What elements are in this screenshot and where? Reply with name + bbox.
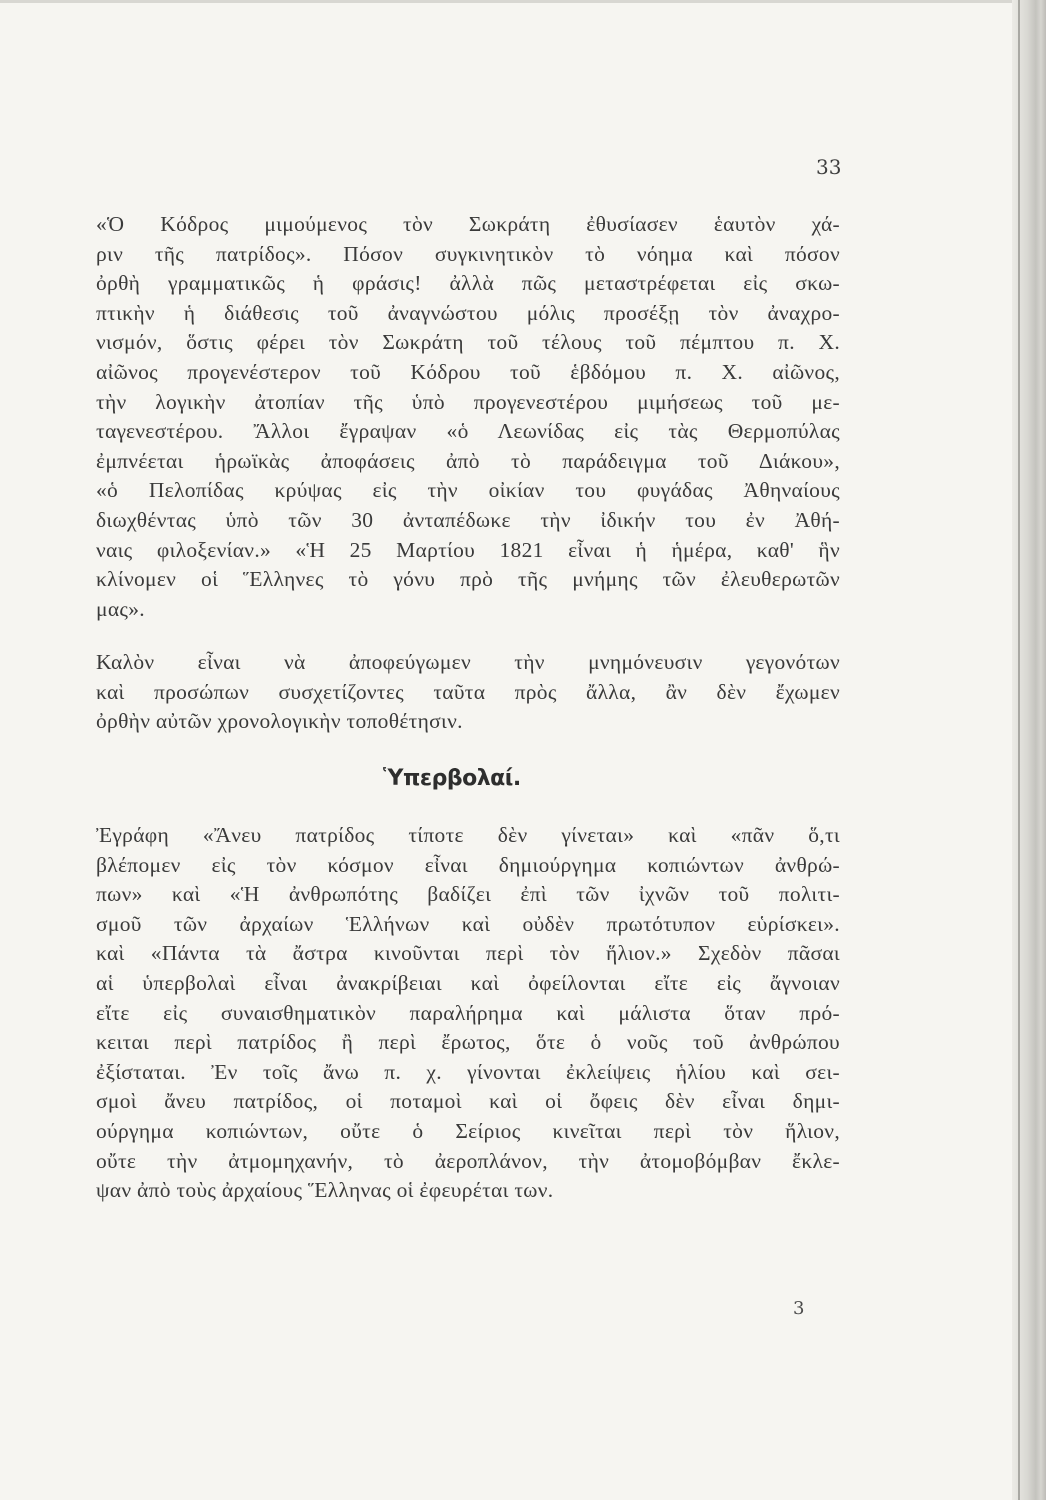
text-line: «ὁ Πελοπίδας κρύψας εἰς τὴν οἰκίαν του φυγάδας Ἀθηναίους <box>96 478 840 503</box>
text-line: τὴν λογικὴν ἀτοπίαν τῆς ὑπὸ προγενεστέρου μιμήσεως τοῦ με- <box>96 389 840 414</box>
text-line: πτικὴν ἡ διάθεσις τοῦ ἀναγνώστου μόλις προσέξῃ τὸν ἀναχρο- <box>96 300 840 325</box>
text-line: οὔτε τὴν ἀτμομηχανήν, τὸ ἀεροπλάνον, τὴν ἀτομοβόμβαν ἔκλε- <box>96 1148 840 1173</box>
page-number: 33 <box>816 155 842 179</box>
text-line: αἰῶνος προγενέστερον τοῦ Κόδρου τοῦ ἑβδόμου π. Χ. αἰῶνος, <box>96 359 840 384</box>
text-line: μας». <box>96 596 145 621</box>
text-line: νισμόν, ὅστις φέρει τὸν Σωκράτη τοῦ τέλους τοῦ πέμπτου π. Χ. <box>96 330 840 355</box>
text-line: κειται περὶ πατρίδος ἢ περὶ ἔρωτος, ὅτε ὁ νοῦς τοῦ ἀνθρώπου <box>96 1030 840 1055</box>
text-line: διωχθέντας ὑπὸ τῶν 30 ἀνταπέδωκε τὴν ἰδικήν του ἐν Ἀθή- <box>96 507 840 532</box>
paragraph-1 <box>96 210 840 624</box>
text-line: ταγενεστέρου. Ἄλλοι ἔγραψαν «ὁ Λεωνίδας εἰς τὰς Θερμοπύλας <box>96 419 840 444</box>
page-edge-line <box>1018 0 1020 1500</box>
text-line: ἐμπνέεται ἡρωϊκὰς ἀποφάσεις ἀπὸ τὸ παράδειγμα τοῦ Διάκου», <box>96 448 840 473</box>
text-line: Καλὸν εἶναι νὰ ἀποφεύγωμεν τὴν μνημόνευσιν γεγονότων <box>96 650 840 674</box>
paragraph-3 <box>96 821 840 1206</box>
section-heading: Ὑπερβολαί. <box>383 766 521 791</box>
top-edge <box>0 0 1046 3</box>
paragraph-2 <box>96 648 840 737</box>
text-line: ἐξίσταται. Ἐν τοῖς ἄνω π. χ. γίνονται ἐκλείψεις ἡλίου καὶ σει- <box>96 1059 840 1084</box>
text-line: σμοὶ ἄνευ πατρίδος, οἱ ποταμοὶ καὶ οἱ ὄφεις δὲν εἶναι δημι- <box>96 1089 840 1114</box>
text-line: αἱ ὑπερβολαὶ εἶναι ἀνακρίβειαι καὶ ὀφείλονται εἴτε εἰς ἄγνοιαν <box>96 970 840 995</box>
text-line: εἴτε εἰς συναισθηματικὸν παραλήρημα καὶ μάλιστα ὅταν πρό- <box>96 1000 840 1025</box>
text-line: καὶ προσώπων συσχετίζοντες ταῦτα πρὸς ἄλλα, ἂν δὲν ἔχωμεν <box>96 679 840 704</box>
text-line: ὀρθὴ γραμματικῶς ἡ φράσις! ἀλλὰ πῶς μεταστρέφεται εἰς σκω- <box>96 271 840 296</box>
text-line: σμοῦ τῶν ἀρχαίων Ἑλλήνων καὶ οὐδὲν πρωτότυπον εὑρίσκει». <box>96 911 840 936</box>
text-line: καὶ «Πάντα τὰ ἄστρα κινοῦνται περὶ τὸν ἥλιον.» Σχεδὸν πᾶσαι <box>96 941 840 966</box>
text-line: ούργημα κοπιώντων, οὔτε ὁ Σείριος κινεῖται περὶ τὸν ἥλιον, <box>96 1118 840 1143</box>
text-line: Ἐγράφη «Ἄνευ πατρίδος τίποτε δὲν γίνεται» καὶ «πᾶν ὅ,τι <box>96 823 840 847</box>
text-line: ριν τῆς πατρίδος». Πόσον συγκινητικὸν τὸ νόημα καὶ πόσον <box>96 241 840 266</box>
text-line: ναις φιλοξενίαν.» «Ἡ 25 Μαρτίου 1821 εἶναι ἡ ἡμέρα, καθ' ἣν <box>96 537 840 562</box>
text-line: «Ὁ Κόδρος μιμούμενος τὸν Σωκράτη ἐθυσίασεν ἑαυτὸν χά- <box>96 212 840 236</box>
text-line: ὀρθὴν αὐτῶν χρονολογικὴν τοποθέτησιν. <box>96 709 463 734</box>
signature-mark: 3 <box>793 1298 805 1319</box>
text-line: βλέπομεν εἰς τὸν κόσμον εἶναι δημιούργημα κοπιώντων ἀνθρώ- <box>96 852 840 877</box>
text-line: κλίνομεν οἱ Ἕλληνες τὸ γόνυ πρὸ τῆς μνήμης τῶν ἐλευθερωτῶν <box>96 567 840 592</box>
text-line: ψαν ἀπὸ τοὺς ἀρχαίους Ἕλληνας οἱ ἐφευρέται των. <box>96 1178 554 1203</box>
text-line: πων» καὶ «Ἡ ἀνθρωπότης βαδίζει ἐπὶ τῶν ἰχνῶν τοῦ πολιτι- <box>96 882 840 907</box>
